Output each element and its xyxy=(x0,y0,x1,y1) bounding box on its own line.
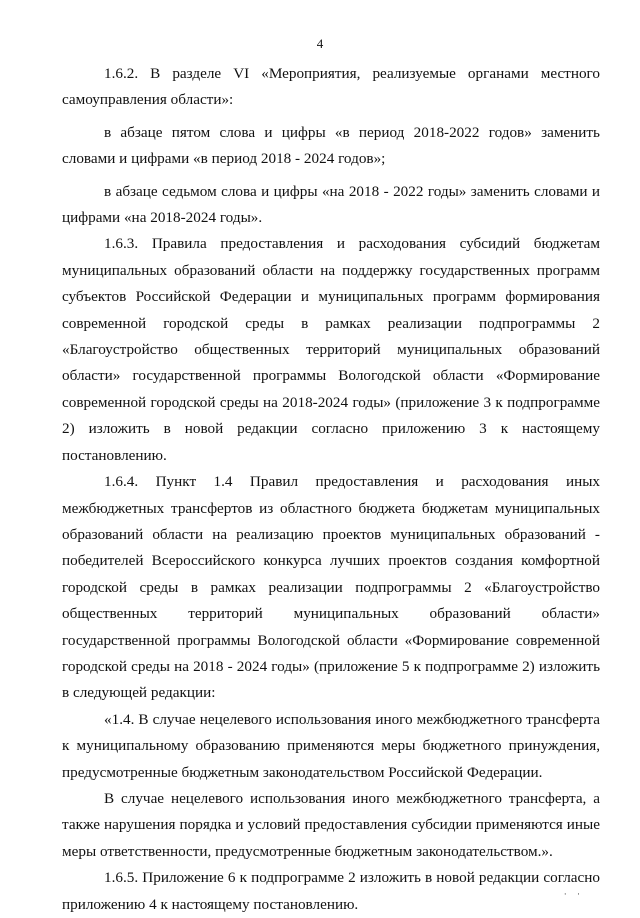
paragraph-paragraph-seven-change: в абзаце седьмом слова и цифры «на 2018 - 2022 годы» заменить словами и цифрами «на 2018-2024 годы». xyxy=(62,182,600,227)
document-body xyxy=(62,61,600,918)
paragraph-1-6-2: 1.6.2. В разделе VI «Мероприятия, реализуемые органами местного самоуправления области»: xyxy=(62,65,600,109)
paragraph-quoted-responsibility: В случае нецелевого использования иного межбюджетного трансферта, а также нарушения порядка и условий предоставления субсидии применяются иные меры ответственности, предусмотренные бюджетным законодательством.». xyxy=(62,789,600,860)
paragraph-1-6-4: 1.6.4. Пункт 1.4 Правил предоставления и расходования иных межбюджетных трансфертов из областного бюджета бюджетам муниципальных образований области на реализацию проектов муниципальных образований - победителей Всероссийского конкурса лучших проектов создания комфортной городской среды в рамках реализации подпрограммы 2 «Благоустройство общественных территорий муниципальных образований области» государственной программы Вологодской области «Формирование современной городской среды на 2018 - 2024 годы» (приложение 5 к подпрограмме 2) изложить в следующей редакции: xyxy=(62,473,600,702)
footer-marks: · · xyxy=(563,889,584,899)
page-number: 4 xyxy=(316,36,324,51)
paragraph-paragraph-five-change: в абзаце пятом слова и цифры «в период 2018-2022 годов» заменить словами и цифрами «в период 2018 - 2024 годов»; xyxy=(62,123,600,168)
paragraph-1-6-3: 1.6.3. Правила предоставления и расходования субсидий бюджетам муниципальных образований области на поддержку государственных программ субъектов Российской Федерации и муниципальных программ формирования современной городской среды в рамках реализации подпрограммы 2 «Благоустройство общественных территорий муниципальных образований области» государственной программы Вологодской области «Формирование современной городской среды на 2018-2024 годы» (приложение 3 к подпрограмме 2) изложить в новой редакции согласно приложению 3 к настоящему постановлению. xyxy=(62,235,600,464)
paragraph-quoted-1-4: «1.4. В случае нецелевого использования иного межбюджетного трансферта к муниципальному образованию применяются меры бюджетного принуждения, предусмотренные бюджетным законодательством Российской Федерации. xyxy=(62,710,600,781)
paragraph-1-6-5: 1.6.5. Приложение 6 к подпрограмме 2 изложить в новой редакции согласно приложению 4 к настоящему постановлению. xyxy=(62,869,600,913)
